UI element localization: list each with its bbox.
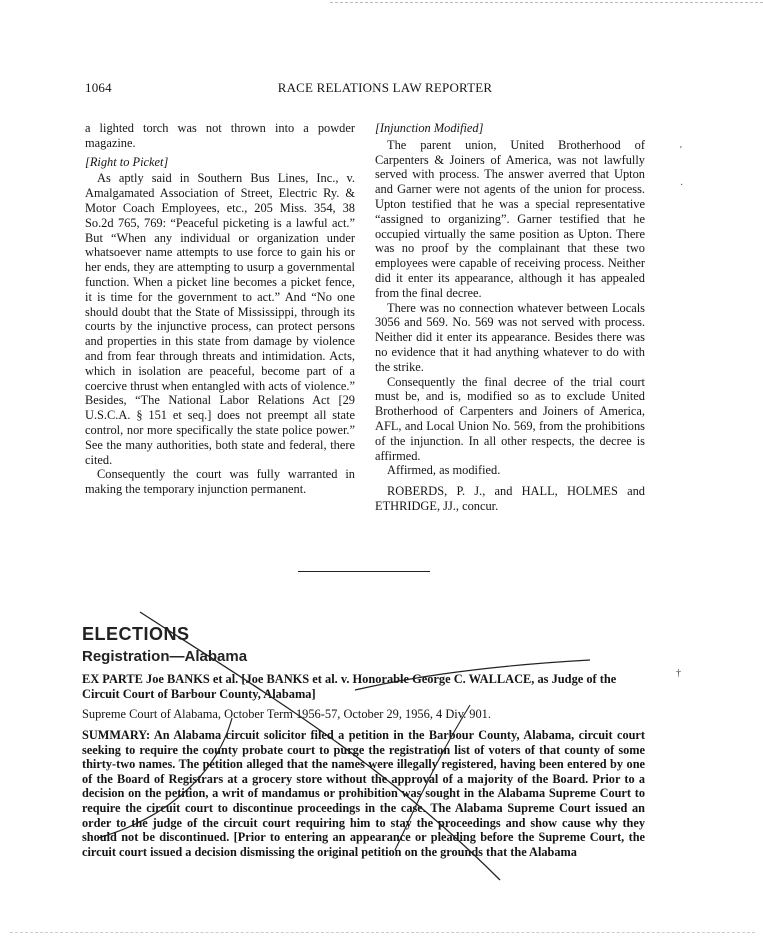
page-header <box>85 80 645 98</box>
left-column <box>85 121 355 497</box>
running-head: RACE RELATIONS LAW REPORTER <box>277 80 493 95</box>
left-paragraph-2: As aptly said in Southern Bus Lines, Inc., v. Amalgamated Association of Street, Electric Ry. & Motor Coach Employees, etc., 205 Miss. 354, 38 So.2d 765, 769: “Peaceful picketing is a lawful act.” But “When any individual or organization under whatsoever name attempts to use force to gain his or her ends, they are attempting to usurp a governmental function. When a picket line becomes a picket fence, it is time for the government to act.” And “No one should doubt that the State of Mississippi, through its courts by the injunctive process, can protect persons and properties in this state from damage by violence and from fear through threats and intimidation. Acts, which in isolation are peaceful, become part of a coercive thrust when entangled with acts of violence.” Besides, “The National Labor Relations Act [29 U.S.C.A. § 151 et seq.] does not preempt all state control, nor more specifically the state police power.” See the many authorities, both state and federal, there cited. <box>85 171 355 467</box>
right-column <box>375 121 645 514</box>
right-paragraph-1: The parent union, United Brotherhood of Carpenters & Joiners of America, was not lawfully served with process. The answer averred that Upton and Garner were not agents of the union for process. Upton testified that he was a special representative “assigned to organizing”. Garner testified that he occupied virtually the same position as Upton. There was no proof by the complainant that these two employees were capable of receiving process. Neither did it enter its appearance, although it has appealed from the final decree. <box>375 137 645 300</box>
left-paragraph-1: a lighted torch was not thrown into a powder magazine. <box>85 121 355 150</box>
margin-mark: ' <box>680 145 682 156</box>
margin-mark: · <box>680 180 684 191</box>
left-paragraph-3: Consequently the court was fully warranted in making the temporary injunction permanent. <box>85 467 355 497</box>
page-number: 1064 <box>85 80 112 95</box>
margin-mark: † <box>676 668 681 679</box>
court-line: Supreme Court of Alabama, October Term 1956-57, October 29, 1956, 4 Div. 901. <box>82 707 491 721</box>
section-title: ELECTIONS <box>82 624 190 644</box>
case-summary: SUMMARY: An Alabama circuit solicitor filed a petition in the Barbour County, Alabama, circuit court seeking to require the county probate court to purge the registration list of voters of that county of some thirty-two names. The petition alleged that the names were illegally registered, having been entered by one of the Board of Registrars at a grocery store without the approval of a majority of the Board. Prior to a decision on the petition, a writ of mandamus or prohibition was sought in the Alabama Supreme Court to require the circuit court to discontinue proceedings in the case. The Alabama Supreme Court issued an order to the judge of the circuit court requiring him to stay the proceedings and show cause why they should not be discontinued. [Prior to entering an appearance or pleading before the Supreme Court, the circuit court issued a decision dismissing the original petition on the grounds that the Alabama <box>82 728 645 859</box>
right-paragraph-3: Consequently the final decree of the trial court must be, and is, modified so as to exclude United Brotherhood of Carpenters and Joiners of America, AFL, and Local Union No. 569, from the prohibitions of the injunction. In all other respects, the decree is affirmed. <box>375 374 645 463</box>
subhead-injunction-modified: [Injunction Modified] <box>375 121 484 135</box>
scan-edge-top <box>330 2 763 3</box>
right-paragraph-2: There was no connection whatever between Locals 3056 and 569. No. 569 was not served with process. Neither did it enter its appearance. Besides there was no evidence that it had anything whatever to do with the strike. <box>375 300 645 374</box>
scan-edge-bottom <box>10 932 755 933</box>
concurrence-line: ROBERDS, P. J., and HALL, HOLMES and ETHRIDGE, JJ., concur. <box>375 484 645 513</box>
case-caption: EX PARTE Joe BANKS et al. [Joe BANKS et al. v. Honorable George C. WALLACE, as Judge of the Circuit Court of Barbour County, Alabama] <box>82 672 617 701</box>
section-subtitle: Registration—Alabama <box>82 648 248 665</box>
right-paragraph-4: Affirmed, as modified. <box>387 463 501 478</box>
section-divider <box>298 571 430 572</box>
subhead-right-to-picket: [Right to Picket] <box>85 154 169 169</box>
